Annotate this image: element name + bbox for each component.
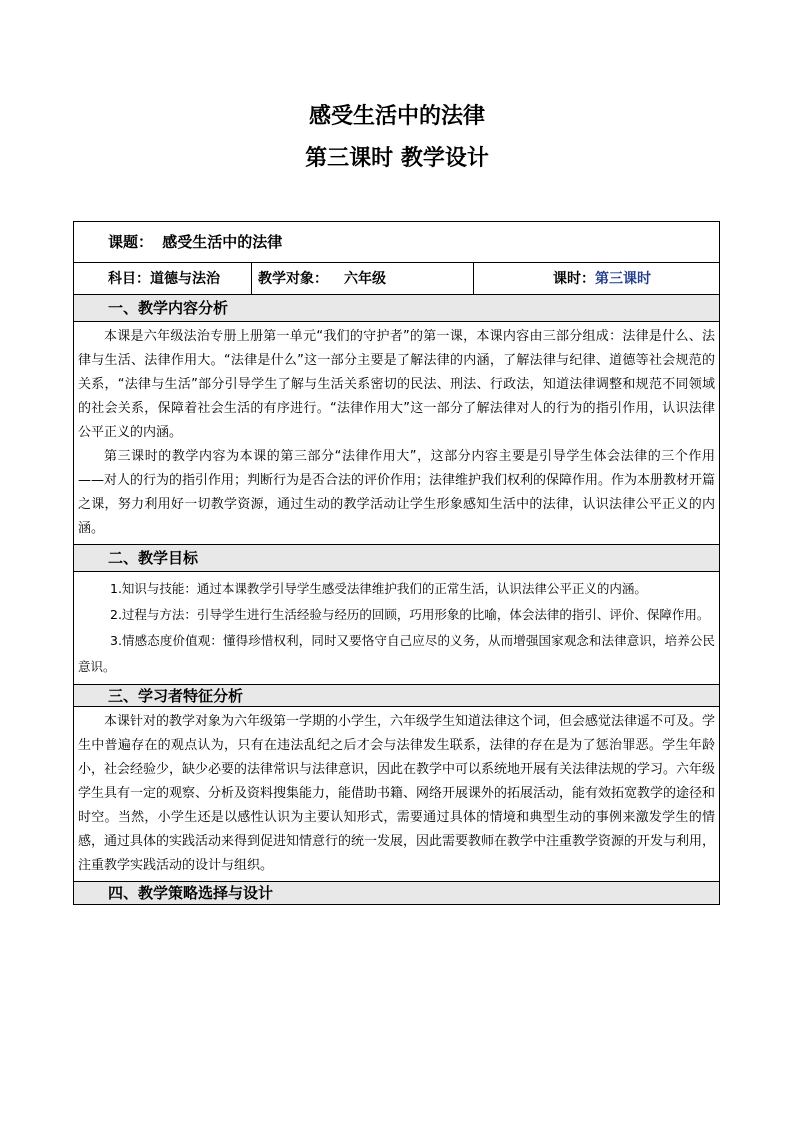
content-analysis-paragraph: 第三课时的教学内容为本课的第三部分“法律作用大”，这部分内容主要是引导学生体会法律的三个作用——对人的行为的指引作用；判断行为是否合法的评价作用；法律维护我们权利的保障作用。作为本册教材开篇之课，努力利用好一切教学资源，通过生动的教学活动让学生形象感知生活中的法律，认识法律公平正义的内涵。 — [78, 449, 716, 536]
subject-value: 道德与法治 — [150, 271, 220, 287]
content-analysis-paragraph: 本课是六年级法治专册上册第一单元“我们的守护者”的第一课，本课内容由三部分组成：法律是什么、法律与生活、法律作用大。“法律是什么”这一部分主要是了解法律的内涵，了解法律与纪律、道德等社会规范的关系，“法律与生活”部分引导学生了解与生活关系密切的民法、刑法、行政法，知道法律调整和规范不同领域的社会关系，保障着社会生活的有序进行。“法律作用大”这一部分了解法律对人的行为的指引作用，认识法律公平正义的内涵。 — [78, 329, 715, 440]
goal-item: 1.知识与技能：通过本课教学引导学生感受法律维护我们的正常生活，认识法律公平正义的内涵。 — [110, 581, 647, 596]
topic-label: 课题： — [108, 233, 154, 251]
lesson-label: 课时： — [553, 271, 595, 287]
section-heading-learner-analysis: 三、学习者特征分析 — [74, 685, 719, 707]
document-title: 感受生活中的法律 — [308, 104, 485, 129]
section-heading-teaching-strategy: 四、教学策略选择与设计 — [74, 882, 719, 904]
lesson-cell — [474, 263, 719, 294]
document-subtitle: 第三课时 教学设计 — [305, 146, 489, 171]
section-heading-teaching-goals: 二、教学目标 — [74, 545, 719, 572]
subject-cell — [74, 263, 252, 294]
audience-value: 六年级 — [344, 271, 386, 287]
topic-row — [74, 222, 719, 263]
content-analysis-body — [74, 322, 719, 545]
section-heading-content-analysis: 一、教学内容分析 — [74, 295, 719, 322]
learner-analysis-body — [74, 707, 719, 882]
subject-label: 科目： — [108, 271, 150, 287]
meta-row — [74, 263, 719, 295]
audience-cell — [252, 263, 474, 294]
learner-analysis-paragraph: 本课针对的教学对象为六年级第一学期的小学生，六年级学生知道法律这个词，但会感觉法律遥不可及。学生中普遍存在的观点认为，只有在违法乱纪之后才会与法律发生联系，法律的存在是为了惩治罪恶。学生年龄小，社会经验少，缺少必要的法律常识与法律意识，因此在教学中可以系统地开展有关法律法规的学习。六年级学生具有一定的观察、分析及资料搜集能力，能借助书籍、网络开展课外的拓展活动，能有效拓宽教学的途径和时空。当然，小学生还是以感性认识为主要认知形式，需要通过具体的情境和典型生动的事例来激发学生的情感，通过具体的实践活动来得到促进知情意行的统一发展，因此需要教师在教学中注重教学资源的开发与利用，注重教学实践活动的设计与组织。 — [78, 714, 716, 873]
audience-label: 教学对象： — [258, 271, 328, 287]
lesson-value: 第三课时 — [595, 271, 651, 287]
lesson-plan-table — [73, 221, 720, 905]
goal-item: 3.情感态度价值观：懂得珍惜权利，同时又要恪守自己应尽的义务，从而增强国家观念和法律意识，培养公民意识。 — [78, 633, 715, 674]
goal-item: 2.过程与方法：引导学生进行生活经验与经历的回顾，巧用形象的比喻，体会法律的指引、评价、保障作用。 — [110, 607, 710, 622]
teaching-goals-body — [74, 572, 719, 685]
topic-value: 感受生活中的法律 — [162, 233, 283, 251]
